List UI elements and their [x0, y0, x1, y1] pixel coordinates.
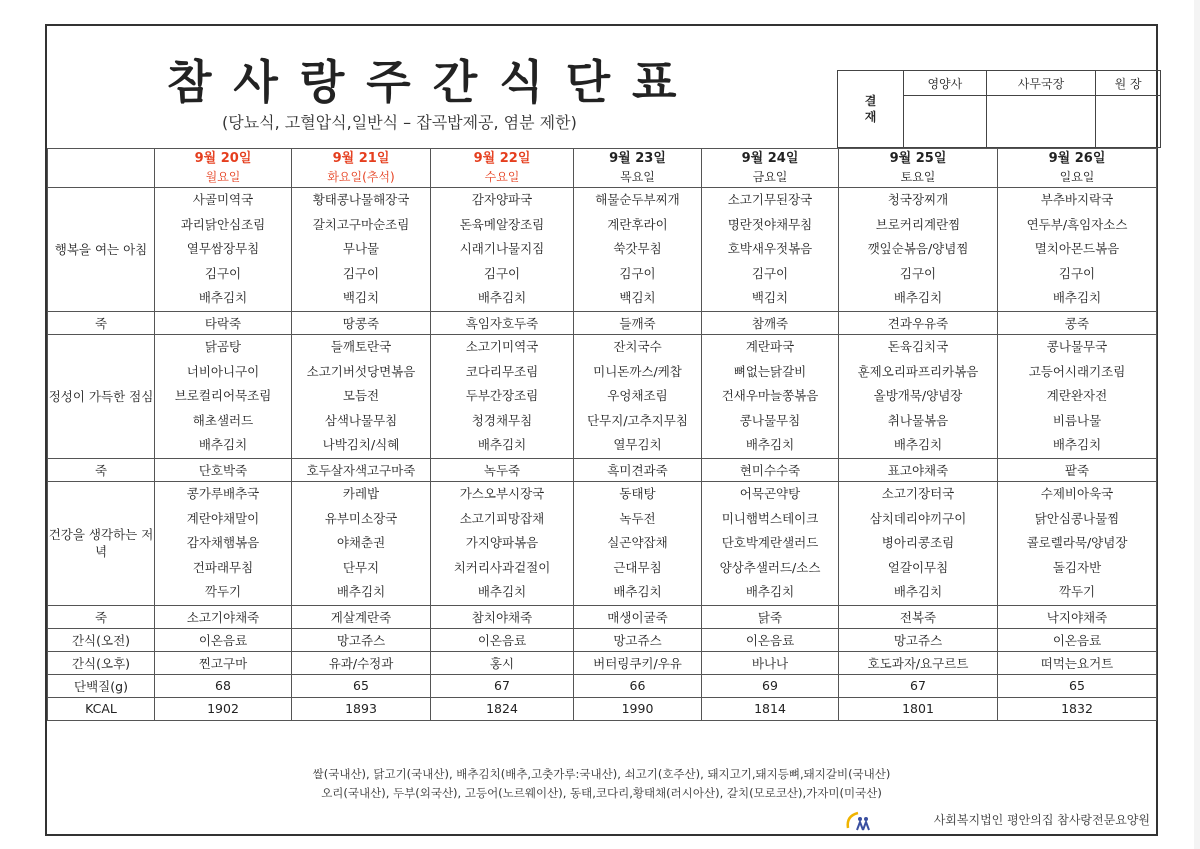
protein-cell: 67 [839, 674, 998, 697]
menu-item: 가지양파볶음 [465, 535, 539, 551]
weekday-label: 토요일 [900, 170, 936, 184]
menu-item: 깍두기 [1058, 584, 1096, 600]
menu-item: 백김치 [751, 290, 789, 306]
dinner-porridge-row [48, 605, 1157, 628]
menu-item: 너비아니구이 [186, 363, 260, 379]
menu-item: 녹두전 [619, 510, 656, 526]
menu-item: 브로커리계란찜 [875, 216, 961, 232]
snack-am-row [48, 628, 1157, 651]
menu-item: 삼치데리야끼구이 [869, 510, 967, 526]
page-title: 참사랑주간식단표 [167, 55, 699, 109]
lunch-porridge-cell: 현미수수죽 [702, 458, 839, 481]
menu-item: 사골미역국 [192, 192, 254, 207]
dinner-cell [702, 481, 839, 605]
menu-item: 돈육메알장조림 [459, 216, 545, 232]
snack-pm-cell: 떠먹는요거트 [998, 651, 1157, 674]
date-header-row [48, 149, 1157, 188]
menu-item: 김구이 [1058, 265, 1096, 281]
menu-item: 시래기나물지짐 [459, 241, 545, 257]
menu-item: 콜로렐라묵/양념장 [1026, 535, 1128, 551]
menu-item: 수제비아욱국 [1040, 485, 1114, 501]
approval-role-nutritionist: 영양사 [904, 71, 987, 96]
dinner-cell [431, 481, 574, 605]
protein-cell: 67 [431, 674, 574, 697]
dinner-cell [155, 481, 292, 605]
dinner-porridge-label: 죽 [48, 605, 155, 628]
approval-label [838, 71, 904, 148]
menu-item: 돈육김치국 [887, 338, 949, 354]
menu-item: 계란후라이 [607, 216, 668, 232]
menu-item: 돌김자반 [1052, 559, 1102, 575]
approval-label-2: 재 [864, 110, 877, 124]
weekday-label: 목요일 [620, 170, 655, 184]
lunch-cell [431, 334, 574, 458]
menu-item: 배추김치 [745, 437, 795, 453]
menu-item: 연두부/흑임자소스 [1026, 216, 1128, 232]
menu-item: 배추김치 [336, 584, 386, 600]
menu-item: 배추김치 [893, 437, 943, 453]
approval-sign-director[interactable] [1096, 96, 1161, 148]
lunch-label: 정성이 가득한 점심 [48, 334, 155, 458]
menu-item: 배추김치 [477, 437, 527, 453]
menu-item: 계란완자전 [1046, 388, 1108, 404]
menu-item: 단무지 [342, 559, 380, 575]
protein-cell: 66 [574, 674, 702, 697]
breakfast-cell [155, 188, 292, 312]
menu-item: 김구이 [342, 265, 380, 281]
menu-item: 훈제오리파프리카볶음 [857, 363, 979, 379]
menu-item: 김구이 [899, 265, 937, 281]
weekday-label: 일요일 [1059, 170, 1095, 184]
menu-item: 배추김치 [893, 584, 943, 600]
date-label: 9월 22일 [473, 151, 531, 166]
organization-logo-icon [844, 810, 874, 832]
menu-item: 두부간장조림 [465, 388, 539, 404]
weekday-label: 월요일 [205, 170, 241, 184]
breakfast-porridge-cell: 타락죽 [155, 311, 292, 334]
menu-item: 청경채무침 [471, 412, 533, 428]
menu-item: 건파래무침 [192, 559, 254, 575]
menu-item: 코다리무조림 [465, 363, 539, 379]
protein-cell: 68 [155, 674, 292, 697]
menu-item: 감자채햄볶음 [186, 535, 260, 551]
breakfast-porridge-label: 죽 [48, 311, 155, 334]
menu-item: 갈치고구마순조림 [312, 216, 410, 232]
origin-line-2: 오리(국내산), 두부(외국산), 고등어(노르웨이산), 동태,코다리,황태채(러시아산), 갈치(모로코산),가자미(미국산) [321, 786, 882, 800]
menu-item: 황태콩나물해장국 [312, 192, 410, 207]
lunch-cell [702, 334, 839, 458]
approval-sign-nutritionist[interactable] [904, 96, 987, 148]
protein-label: 단백질(g) [48, 674, 155, 697]
snack-am-cell: 이온음료 [155, 628, 292, 651]
menu-item: 열무김치 [613, 437, 662, 453]
menu-item: 해물순두부찌개 [595, 192, 680, 207]
menu-item: 건새우마늘쫑볶음 [721, 388, 819, 404]
dinner-porridge-cell: 매생이굴죽 [574, 605, 702, 628]
weekday-label: 수요일 [484, 170, 520, 184]
kcal-cell: 1824 [431, 697, 574, 720]
menu-table [47, 148, 1157, 721]
menu-item: 계란야채말이 [186, 510, 260, 526]
breakfast-porridge-cell: 땅콩죽 [292, 311, 431, 334]
snack-pm-row [48, 651, 1157, 674]
menu-item: 소고기미역국 [465, 338, 539, 354]
menu-item: 닭곰탕 [204, 338, 242, 354]
title-area [47, 26, 1156, 148]
menu-item: 근대무침 [613, 559, 662, 575]
page-subtitle: (당뇨식, 고혈압식,일반식 – 잡곡밥제공, 염분 제한) [222, 113, 577, 132]
menu-item: 배추김치 [1052, 437, 1102, 453]
snack-am-cell: 이온음료 [998, 628, 1157, 651]
snack-am-cell: 망고쥬스 [292, 628, 431, 651]
snack-pm-cell: 버터링쿠키/우유 [574, 651, 702, 674]
menu-item: 김구이 [483, 265, 521, 281]
snack-pm-cell: 찐고구마 [155, 651, 292, 674]
snack-am-cell: 망고쥬스 [839, 628, 998, 651]
menu-item: 유부미소장국 [324, 510, 398, 526]
dinner-cell [839, 481, 998, 605]
menu-item: 고등어시래기조림 [1028, 363, 1126, 379]
snack-am-cell: 이온음료 [702, 628, 839, 651]
lunch-porridge-cell: 표고야채죽 [839, 458, 998, 481]
menu-item: 김구이 [619, 265, 656, 281]
menu-item: 소고기버섯당면볶음 [306, 363, 416, 379]
breakfast-label: 행복을 여는 아침 [48, 188, 155, 312]
date-header [574, 149, 702, 188]
menu-item: 단무지/고추지무침 [587, 412, 688, 428]
menu-item: 호박새우젓볶음 [727, 241, 813, 257]
menu-item: 동태탕 [619, 485, 656, 501]
approval-role-manager: 사무국장 [986, 71, 1096, 96]
dinner-porridge-cell: 게살계란죽 [292, 605, 431, 628]
menu-item: 배추김치 [893, 290, 943, 306]
breakfast-cell [431, 188, 574, 312]
menu-item: 비름나물 [1052, 412, 1102, 428]
breakfast-cell [702, 188, 839, 312]
protein-cell: 65 [292, 674, 431, 697]
menu-item: 나박김치/식혜 [322, 437, 400, 453]
breakfast-cell [998, 188, 1157, 312]
snack-am-cell: 이온음료 [431, 628, 574, 651]
menu-item: 올방개묵/양념장 [873, 388, 963, 404]
weekly-menu-sheet [45, 24, 1158, 836]
menu-item: 미니돈까스/케찹 [593, 363, 682, 379]
date-label: 9월 26일 [1048, 151, 1106, 166]
kcal-cell: 1990 [574, 697, 702, 720]
menu-item: 어묵곤약탕 [739, 485, 801, 501]
lunch-cell [292, 334, 431, 458]
kcal-cell: 1814 [702, 697, 839, 720]
lunch-porridge-cell: 녹두죽 [431, 458, 574, 481]
date-label: 9월 24일 [741, 151, 799, 166]
menu-item: 배추김치 [198, 290, 248, 306]
menu-item: 소고기무된장국 [727, 192, 813, 207]
lunch-porridge-cell: 팥죽 [998, 458, 1157, 481]
snack-am-cell: 망고쥬스 [574, 628, 702, 651]
date-header [839, 149, 998, 188]
menu-item: 열무쌈장무침 [186, 241, 260, 257]
date-label: 9월 21일 [332, 151, 390, 166]
menu-item: 삼색나물무침 [324, 412, 398, 428]
menu-item: 소고기장터국 [881, 485, 955, 501]
menu-item: 계란파국 [745, 338, 795, 354]
menu-item: 김구이 [204, 265, 242, 281]
menu-item: 병아리콩조림 [881, 535, 955, 551]
dinner-porridge-cell: 참치야채죽 [431, 605, 574, 628]
menu-item: 잔치국수 [613, 338, 662, 354]
menu-item: 깻잎순볶음/양념찜 [867, 241, 969, 257]
date-header [702, 149, 839, 188]
menu-item: 배추김치 [198, 437, 248, 453]
protein-row [48, 674, 1157, 697]
date-label: 9월 25일 [889, 151, 947, 166]
date-header [292, 149, 431, 188]
snack-pm-cell: 홍시 [431, 651, 574, 674]
menu-item: 감자양파국 [471, 192, 533, 207]
menu-item: 백김치 [619, 290, 656, 306]
origin-line-1: 쌀(국내산), 닭고기(국내산), 배추김치(배추,고춧가루:국내산), 쇠고기(호주산), 돼지고기,돼지등뼈,돼지갈비(국내산) [312, 767, 891, 781]
dinner-label: 건강을 생각하는 저녁 [48, 481, 155, 605]
menu-item: 양상추샐러드/소스 [719, 559, 821, 575]
menu-item: 뼈없는닭갈비 [733, 363, 807, 379]
menu-item: 백김치 [342, 290, 380, 306]
dinner-porridge-cell: 소고기야채죽 [155, 605, 292, 628]
menu-item: 콩나물무침 [739, 412, 801, 428]
dinner-cell [574, 481, 702, 605]
lunch-porridge-cell: 호두살자색고구마죽 [292, 458, 431, 481]
breakfast-porridge-cell: 참깨죽 [702, 311, 839, 334]
footer [47, 758, 1156, 834]
lunch-cell [155, 334, 292, 458]
lunch-porridge-cell: 흑미견과죽 [574, 458, 702, 481]
menu-item: 들깨토란국 [330, 338, 392, 354]
menu-item: 멸치아몬드볶음 [1034, 241, 1120, 257]
menu-item: 야채춘권 [336, 535, 386, 551]
dinner-porridge-cell: 전복죽 [839, 605, 998, 628]
approval-sign-manager[interactable] [986, 96, 1096, 148]
menu-item: 청국장찌개 [887, 192, 949, 207]
menu-item: 배추김치 [613, 584, 662, 600]
menu-item: 깍두기 [204, 584, 242, 600]
lunch-cell [998, 334, 1157, 458]
date-label: 9월 23일 [609, 151, 666, 166]
date-header [155, 149, 292, 188]
breakfast-porridge-cell: 콩죽 [998, 311, 1157, 334]
menu-item: 해초샐러드 [192, 412, 254, 428]
breakfast-porridge-row [48, 311, 1157, 334]
menu-item: 미니햄벅스테이크 [721, 510, 819, 526]
menu-item: 소고기피망잡채 [459, 510, 545, 526]
menu-item: 모듬전 [342, 388, 380, 404]
menu-item: 배추김치 [477, 290, 527, 306]
menu-item: 카레밥 [342, 485, 380, 501]
menu-item: 가스오부시장국 [459, 485, 545, 501]
date-header [998, 149, 1157, 188]
breakfast-porridge-cell: 들깨죽 [574, 311, 702, 334]
menu-item: 콩나물무국 [1046, 338, 1108, 354]
menu-item: 배추김치 [477, 584, 527, 600]
approval-label-1: 결 [864, 94, 877, 108]
menu-item: 김구이 [751, 265, 789, 281]
breakfast-cell [292, 188, 431, 312]
dinner-cell [292, 481, 431, 605]
breakfast-cell [574, 188, 702, 312]
menu-item: 무나물 [342, 241, 380, 257]
menu-item: 단호박계란샐러드 [721, 535, 819, 551]
approval-box [837, 70, 1161, 148]
lunch-row [48, 334, 1157, 458]
menu-item: 쑥갓무침 [613, 241, 662, 257]
corner-cell [48, 149, 155, 188]
menu-item: 부추바지락국 [1040, 192, 1114, 207]
protein-cell: 69 [702, 674, 839, 697]
kcal-row [48, 697, 1157, 720]
menu-item: 얼갈이무침 [887, 559, 949, 575]
menu-item: 콩가루배추국 [186, 485, 260, 501]
kcal-cell: 1801 [839, 697, 998, 720]
snack-pm-cell: 유과/수정과 [292, 651, 431, 674]
lunch-porridge-row [48, 458, 1157, 481]
snack-am-label: 간식(오전) [48, 628, 155, 651]
breakfast-row [48, 188, 1157, 312]
dinner-cell [998, 481, 1157, 605]
kcal-label: KCAL [48, 697, 155, 720]
dinner-row [48, 481, 1157, 605]
menu-item: 우엉채조림 [607, 388, 668, 404]
scan-edge [1194, 0, 1200, 849]
lunch-cell [574, 334, 702, 458]
dinner-porridge-cell: 닭죽 [702, 605, 839, 628]
date-label: 9월 20일 [194, 151, 252, 166]
breakfast-porridge-cell: 흑임자호두죽 [431, 311, 574, 334]
menu-item: 실곤약잡채 [607, 535, 668, 551]
lunch-cell [839, 334, 998, 458]
menu-item: 배추김치 [745, 584, 795, 600]
menu-item: 브로컬리어묵조림 [174, 388, 272, 404]
menu-item: 치커리사과겉절이 [453, 559, 551, 575]
dinner-porridge-cell: 낙지야채죽 [998, 605, 1157, 628]
snack-pm-cell: 바나나 [702, 651, 839, 674]
menu-item: 닭안심콩나물찜 [1034, 510, 1120, 526]
menu-item: 취나물볶음 [887, 412, 949, 428]
lunch-porridge-cell: 단호박죽 [155, 458, 292, 481]
weekday-label: 화요일(추석) [327, 170, 395, 184]
organization-name: 사회복지법인 평안의집 참사랑전문요양원 [933, 813, 1150, 827]
approval-role-director: 원 장 [1096, 71, 1161, 96]
snack-pm-cell: 호도과자/요구르트 [839, 651, 998, 674]
snack-pm-label: 간식(오후) [48, 651, 155, 674]
menu-item: 과리닭안심조림 [180, 216, 266, 232]
protein-cell: 65 [998, 674, 1157, 697]
kcal-cell: 1832 [998, 697, 1157, 720]
kcal-cell: 1902 [155, 697, 292, 720]
weekday-label: 금요일 [752, 170, 788, 184]
menu-item: 명란젓야채무침 [727, 216, 813, 232]
lunch-porridge-label: 죽 [48, 458, 155, 481]
date-header [431, 149, 574, 188]
breakfast-porridge-cell: 견과우유죽 [839, 311, 998, 334]
menu-item: 배추김치 [1052, 290, 1102, 306]
kcal-cell: 1893 [292, 697, 431, 720]
breakfast-cell [839, 188, 998, 312]
